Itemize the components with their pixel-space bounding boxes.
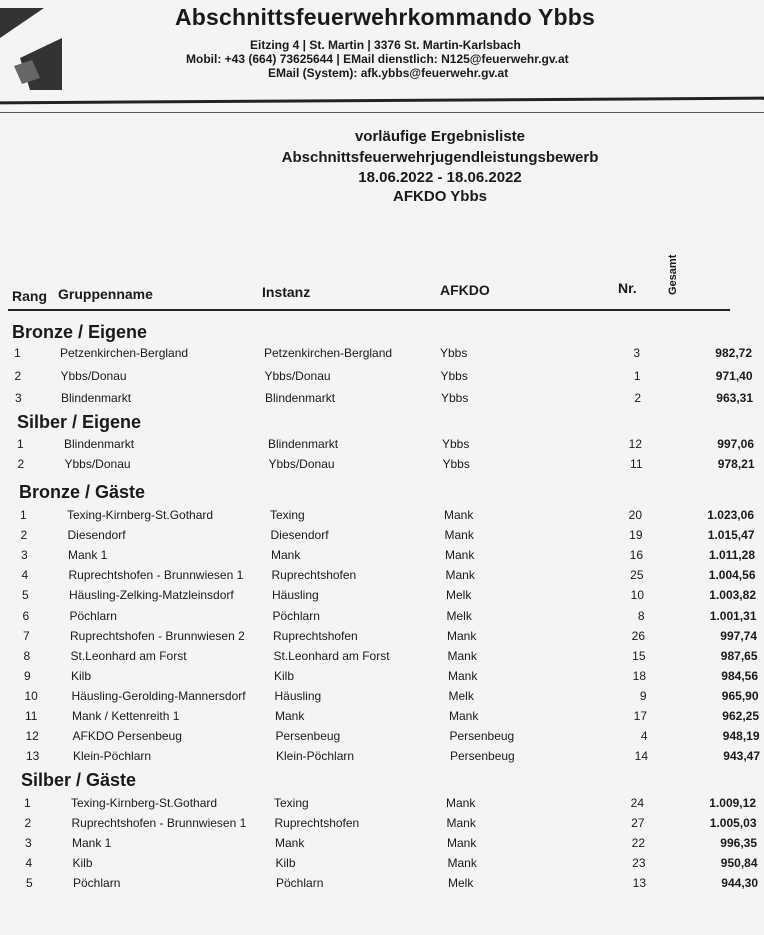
gruppenname-cell: Kilb <box>71 668 92 683</box>
instanz-cell: Blindenmarkt <box>268 437 339 451</box>
afkdo-cell: Ybbs <box>440 368 468 383</box>
table-row <box>0 508 764 526</box>
afkdo-cell: Mank <box>449 709 479 723</box>
table-row <box>1 548 764 566</box>
competition-district: AFKDO Ybbs <box>393 188 487 205</box>
table-row <box>1 816 764 834</box>
column-header-afkdo: AFKDO <box>440 282 490 298</box>
rang-cell: 7 <box>23 628 30 643</box>
header-rule-thin <box>0 112 764 113</box>
gesamt-cell: 1.001,31 <box>709 608 757 623</box>
instanz-cell: Kilb <box>275 856 296 870</box>
instanz-cell: Blindenmarkt <box>265 391 336 405</box>
nr-cell: 22 <box>631 836 645 850</box>
gruppenname-cell: AFKDO Persenbeug <box>72 729 182 744</box>
gruppenname-cell: Häusling-Zelking-Matzleinsdorf <box>69 588 234 603</box>
gesamt-cell: 987,65 <box>720 648 758 663</box>
gesamt-cell: 944,30 <box>721 876 758 890</box>
gruppenname-cell: Ruprechtshofen - Brunnwiesen 2 <box>70 628 245 643</box>
organization-name: Abschnittsfeuerwehrkommando Ybbs <box>175 4 596 30</box>
afkdo-cell: Melk <box>448 688 474 703</box>
nr-cell: 25 <box>630 568 644 583</box>
table-row <box>1 391 764 409</box>
organization-contact-email: EMail (System): afk.ybbs@feuerwehr.gv.at <box>268 66 509 80</box>
nr-cell: 15 <box>632 648 646 663</box>
gesamt-cell: 1.023,06 <box>707 508 754 522</box>
table-row <box>2 568 764 586</box>
instanz-cell: Ruprechtshofen <box>274 816 360 830</box>
rang-cell: 1 <box>24 796 31 810</box>
afkdo-cell: Mank <box>446 816 476 830</box>
gesamt-cell: 971,40 <box>715 368 753 383</box>
gesamt-cell: 1.004,56 <box>708 568 756 583</box>
rang-cell: 11 <box>25 709 38 723</box>
table-row <box>3 629 764 647</box>
rang-cell: 2 <box>20 528 28 543</box>
document-title: vorläufige Ergebnisliste <box>354 128 526 145</box>
instanz-cell: Mank <box>275 836 305 850</box>
table-row <box>2 876 764 894</box>
rang-cell: 1 <box>17 437 24 451</box>
gruppenname-cell: Mank / Kettenreith 1 <box>72 709 180 723</box>
nr-cell: 18 <box>632 668 646 683</box>
gesamt-cell: 1.011,28 <box>708 548 755 563</box>
instanz-cell: Klein-Pöchlarn <box>276 749 355 764</box>
afkdo-cell: Ybbs <box>442 457 470 471</box>
afkdo-cell: Mank <box>444 528 474 543</box>
afkdo-cell: Mank <box>445 568 475 583</box>
nr-cell: 27 <box>631 816 645 830</box>
afkdo-cell: Melk <box>446 588 472 603</box>
table-row <box>0 346 764 364</box>
table-row <box>1 457 764 475</box>
gruppenname-cell: Kilb <box>72 856 93 870</box>
table-row <box>2 856 764 874</box>
gruppenname-cell: Petzenkirchen-Bergland <box>60 346 189 360</box>
nr-cell: 1 <box>633 368 641 383</box>
column-header-instanz: Instanz <box>262 284 311 300</box>
instanz-cell: Ybbs/Donau <box>264 368 331 383</box>
afkdo-cell: Mank <box>446 796 476 810</box>
table-row <box>2 588 764 606</box>
table-row <box>0 796 764 814</box>
gruppenname-cell: Pöchlarn <box>73 876 121 890</box>
rang-cell: 10 <box>24 688 38 703</box>
rang-cell: 9 <box>24 668 31 683</box>
table-row <box>6 729 764 747</box>
rang-cell: 5 <box>26 876 33 890</box>
column-header-nr: Nr. <box>618 280 637 296</box>
instanz-cell: Mank <box>275 709 305 723</box>
nr-cell: 2 <box>634 391 641 405</box>
rang-cell: 6 <box>22 608 30 623</box>
instanz-cell: Petzenkirchen-Bergland <box>264 346 393 360</box>
rang-cell: 2 <box>17 457 25 471</box>
table-row <box>5 689 764 707</box>
nr-cell: 24 <box>630 796 644 810</box>
nr-cell: 13 <box>632 876 646 890</box>
gruppenname-cell: Ruprechtshofen - Brunnwiesen 1 <box>71 816 247 830</box>
table-row <box>0 437 764 455</box>
gesamt-cell: 943,47 <box>723 749 760 764</box>
instanz-cell: Texing <box>274 796 309 810</box>
instanz-cell: Diesendorf <box>270 528 329 543</box>
instanz-cell: Ruprechtshofen <box>271 568 357 583</box>
instanz-cell: Häusling <box>274 688 322 703</box>
rang-cell: 3 <box>21 548 28 563</box>
gruppenname-cell: Ybbs/Donau <box>64 457 131 471</box>
nr-cell: 8 <box>637 608 645 623</box>
column-header-rang: Rang <box>12 288 47 304</box>
gruppenname-cell: Häusling-Gerolding-Mannersdorf <box>71 688 246 703</box>
afkdo-cell: Mank <box>447 648 477 663</box>
organization-contact-phone: Mobil: +43 (664) 73625644 | EMail dienstlich: N125@feuerwehr.gv.at <box>186 52 569 66</box>
rang-cell: 4 <box>21 568 29 583</box>
rang-cell: 1 <box>14 346 21 360</box>
gesamt-cell: 965,90 <box>721 688 759 703</box>
instanz-cell: Mank <box>271 548 301 563</box>
competition-name: Abschnittsfeuerwehrjugendleistungsbewerb <box>281 149 599 166</box>
gesamt-cell: 950,84 <box>720 856 758 870</box>
afkdo-cell: Mank <box>445 548 475 563</box>
nr-cell: 3 <box>633 346 640 360</box>
afkdo-cell: Mank <box>447 836 477 850</box>
gruppenname-cell: Ybbs/Donau <box>60 368 127 383</box>
gesamt-cell: 997,74 <box>720 628 757 643</box>
organization-address: Eitzing 4 | St. Martin | 3376 St. Martin-Karlsbach <box>250 38 521 52</box>
gruppenname-cell: Mank 1 <box>72 836 112 850</box>
afkdo-cell: Ybbs <box>440 346 468 360</box>
nr-cell: 16 <box>629 548 643 563</box>
section-title-silber-gaeste: Silber / Gäste <box>21 770 137 790</box>
afkdo-cell: Mank <box>447 856 477 870</box>
rang-cell: 3 <box>25 836 32 850</box>
header-rule <box>0 97 764 105</box>
instanz-cell: Kilb <box>274 668 295 683</box>
gesamt-cell: 984,56 <box>721 668 758 683</box>
section-title-bronze-gaeste: Bronze / Gäste <box>19 482 146 502</box>
rang-cell: 8 <box>23 648 31 663</box>
column-header-gruppenname: Gruppenname <box>58 286 153 302</box>
afkdo-cell: Persenbeug <box>449 729 515 744</box>
rang-cell: 2 <box>24 816 32 830</box>
nr-cell: 11 <box>630 457 643 471</box>
gruppenname-cell: Texing-Kirnberg-St.Gothard <box>71 796 218 810</box>
afkdo-cell: Melk <box>448 876 474 890</box>
gruppenname-cell: Ruprechtshofen - Brunnwiesen 1 <box>68 568 244 583</box>
gruppenname-cell: Blindenmarkt <box>61 391 132 405</box>
nr-cell: 4 <box>640 729 648 744</box>
gruppenname-cell: Diesendorf <box>67 528 126 543</box>
afkdo-cell: Mank <box>444 508 474 522</box>
instanz-cell: Ruprechtshofen <box>273 628 358 643</box>
rang-cell: 4 <box>25 856 33 870</box>
afkdo-cell: Ybbs <box>441 391 469 405</box>
column-header-gesamt: Gesamt <box>667 254 679 295</box>
table-row <box>4 669 764 687</box>
nr-cell: 10 <box>630 588 644 603</box>
rang-cell: 13 <box>26 749 40 764</box>
nr-cell: 9 <box>639 688 647 703</box>
table-row <box>1 836 764 854</box>
gesamt-cell: 1.015,47 <box>707 528 755 543</box>
rang-cell: 5 <box>22 588 29 603</box>
gesamt-cell: 963,31 <box>716 391 753 405</box>
gruppenname-cell: Pöchlarn <box>69 608 117 623</box>
section-title-silber-eigene: Silber / Eigene <box>17 412 142 432</box>
gesamt-cell: 978,21 <box>717 457 755 471</box>
instanz-cell: Pöchlarn <box>276 876 324 890</box>
gesamt-cell: 1.005,03 <box>709 816 757 830</box>
gesamt-cell: 997,06 <box>717 437 754 451</box>
rang-cell: 1 <box>20 508 27 522</box>
afkdo-cell: Melk <box>446 608 472 623</box>
rang-cell: 2 <box>14 368 22 383</box>
gesamt-cell: 1.009,12 <box>709 796 756 810</box>
table-row <box>1 528 764 546</box>
instanz-cell: Häusling <box>272 588 319 603</box>
instanz-cell: St.Leonhard am Forst <box>273 648 390 663</box>
competition-date: 18.06.2022 - 18.06.2022 <box>358 169 522 186</box>
rang-cell: 3 <box>15 391 22 405</box>
nr-cell: 17 <box>633 709 647 723</box>
gesamt-cell: 982,72 <box>715 346 752 360</box>
instanz-cell: Texing <box>270 508 305 522</box>
fire-brigade-logo <box>0 8 70 90</box>
nr-cell: 26 <box>631 628 645 643</box>
table-row <box>6 749 764 767</box>
gesamt-cell: 1.003,82 <box>709 588 756 603</box>
gesamt-cell: 948,19 <box>722 729 760 744</box>
gruppenname-cell: St.Leonhard am Forst <box>70 648 187 663</box>
afkdo-cell: Persenbeug <box>450 749 515 764</box>
instanz-cell: Pöchlarn <box>272 608 320 623</box>
nr-cell: 14 <box>634 749 648 764</box>
afkdo-cell: Ybbs <box>442 437 470 451</box>
instanz-cell: Ybbs/Donau <box>268 457 335 471</box>
table-row <box>4 649 764 667</box>
gesamt-cell: 996,35 <box>720 836 757 850</box>
gruppenname-cell: Texing-Kirnberg-St.Gothard <box>67 508 214 522</box>
rang-cell: 12 <box>25 729 39 744</box>
gruppenname-cell: Klein-Pöchlarn <box>73 749 152 764</box>
table-row <box>3 609 764 627</box>
nr-cell: 23 <box>632 856 646 870</box>
gruppenname-cell: Blindenmarkt <box>64 437 135 451</box>
table-row <box>1 369 764 387</box>
nr-cell: 20 <box>628 508 642 522</box>
nr-cell: 19 <box>629 528 643 543</box>
instanz-cell: Persenbeug <box>275 729 341 744</box>
table-row <box>5 709 764 727</box>
column-header-rule <box>8 309 730 311</box>
afkdo-cell: Mank <box>448 668 478 683</box>
section-title-bronze-eigene: Bronze / Eigene <box>12 322 148 342</box>
gesamt-cell: 962,25 <box>722 709 759 723</box>
gruppenname-cell: Mank 1 <box>68 548 108 563</box>
afkdo-cell: Mank <box>447 628 477 643</box>
nr-cell: 12 <box>628 437 642 451</box>
